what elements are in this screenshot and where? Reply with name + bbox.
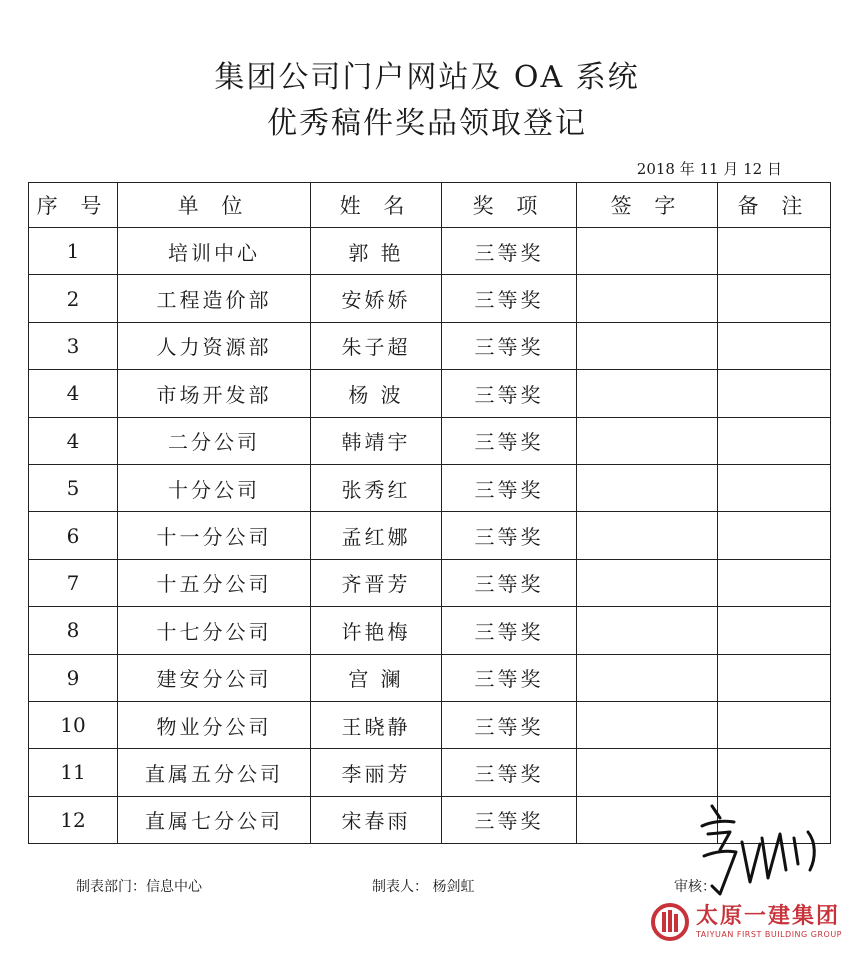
row-name: 郭 艳 <box>311 228 442 275</box>
row-unit: 十分公司 <box>118 464 311 511</box>
row-number: 4 <box>29 370 118 417</box>
row-name: 张秀红 <box>311 464 442 511</box>
document-date: 2018 年 11 月 12 日 <box>636 160 782 178</box>
header-signature: 签 字 <box>577 183 718 228</box>
table-row <box>29 512 831 559</box>
table-row <box>29 701 831 748</box>
row-name: 李丽芳 <box>311 749 442 796</box>
row-unit: 物业分公司 <box>118 701 311 748</box>
row-name: 杨 波 <box>311 370 442 417</box>
row-award: 三等奖 <box>442 464 577 511</box>
footer-reviewer: 审核： <box>674 879 716 895</box>
header-remarks: 备 注 <box>718 183 831 228</box>
row-remarks <box>718 322 831 369</box>
row-name: 安娇娇 <box>311 275 442 322</box>
header-no: 序 号 <box>29 183 118 228</box>
table-row <box>29 464 831 511</box>
row-name: 许艳梅 <box>311 607 442 654</box>
row-signature <box>577 512 718 559</box>
header-award: 奖 项 <box>442 183 577 228</box>
row-signature <box>577 228 718 275</box>
row-remarks <box>718 559 831 606</box>
company-logo <box>650 902 842 942</box>
building-logo-icon <box>650 902 690 942</box>
row-signature <box>577 417 718 464</box>
row-unit: 培训中心 <box>118 228 311 275</box>
row-remarks <box>718 370 831 417</box>
row-award: 三等奖 <box>442 654 577 701</box>
row-remarks <box>718 417 831 464</box>
row-award: 三等奖 <box>442 607 577 654</box>
handwritten-signature <box>690 798 830 908</box>
row-name: 朱子超 <box>311 322 442 369</box>
row-remarks <box>718 749 831 796</box>
document-title-line2: 优秀稿件奖品领取登记 <box>267 106 587 141</box>
row-remarks <box>718 228 831 275</box>
table-row <box>29 275 831 322</box>
row-remarks <box>718 654 831 701</box>
row-name: 宫 澜 <box>311 654 442 701</box>
row-signature <box>577 322 718 369</box>
row-remarks <box>718 701 831 748</box>
row-number: 1 <box>29 228 118 275</box>
table-row <box>29 607 831 654</box>
row-name: 韩靖宇 <box>311 417 442 464</box>
row-number: 10 <box>29 701 118 748</box>
row-number: 4 <box>29 417 118 464</box>
logo-name-en: TAIYUAN FIRST BUILDING GROUP <box>696 929 843 939</box>
logo-name-cn: 太原一建集团 <box>696 903 841 929</box>
registration-table <box>28 182 831 844</box>
row-unit: 人力资源部 <box>118 322 311 369</box>
table-row <box>29 654 831 701</box>
row-number: 12 <box>29 796 118 843</box>
row-unit: 直属五分公司 <box>118 749 311 796</box>
header-name: 姓 名 <box>311 183 442 228</box>
row-remarks <box>718 275 831 322</box>
row-remarks <box>718 512 831 559</box>
table-row <box>29 322 831 369</box>
document-title-line1: 集团公司门户网站及 OA 系统 <box>214 60 640 95</box>
row-number: 6 <box>29 512 118 559</box>
row-signature <box>577 607 718 654</box>
table-row <box>29 749 831 796</box>
footer-maker: 制表人： 杨剑虹 <box>372 879 475 895</box>
row-signature <box>577 275 718 322</box>
row-remarks <box>718 607 831 654</box>
row-signature <box>577 559 718 606</box>
row-signature <box>577 654 718 701</box>
row-award: 三等奖 <box>442 796 577 843</box>
row-number: 2 <box>29 275 118 322</box>
row-remarks <box>718 464 831 511</box>
row-unit: 十五分公司 <box>118 559 311 606</box>
table-row <box>29 370 831 417</box>
row-number: 5 <box>29 464 118 511</box>
row-unit: 二分公司 <box>118 417 311 464</box>
row-name: 王晓静 <box>311 701 442 748</box>
row-number: 8 <box>29 607 118 654</box>
row-unit: 市场开发部 <box>118 370 311 417</box>
row-signature <box>577 701 718 748</box>
row-unit: 建安分公司 <box>118 654 311 701</box>
row-award: 三等奖 <box>442 370 577 417</box>
row-award: 三等奖 <box>442 512 577 559</box>
row-number: 3 <box>29 322 118 369</box>
table-row <box>29 559 831 606</box>
row-name: 孟红娜 <box>311 512 442 559</box>
row-signature <box>577 464 718 511</box>
footer-dept: 制表部门：信息中心 <box>76 879 202 895</box>
row-signature <box>577 370 718 417</box>
table-row <box>29 228 831 275</box>
row-number: 9 <box>29 654 118 701</box>
row-name: 宋春雨 <box>311 796 442 843</box>
row-unit: 直属七分公司 <box>118 796 311 843</box>
row-signature <box>577 749 718 796</box>
row-award: 三等奖 <box>442 275 577 322</box>
row-unit: 工程造价部 <box>118 275 311 322</box>
row-unit: 十七分公司 <box>118 607 311 654</box>
row-award: 三等奖 <box>442 749 577 796</box>
row-unit: 十一分公司 <box>118 512 311 559</box>
row-number: 11 <box>29 749 118 796</box>
row-number: 7 <box>29 559 118 606</box>
row-award: 三等奖 <box>442 559 577 606</box>
header-unit: 单 位 <box>118 183 311 228</box>
row-award: 三等奖 <box>442 701 577 748</box>
table-header-row <box>29 183 831 228</box>
row-award: 三等奖 <box>442 228 577 275</box>
table-row <box>29 417 831 464</box>
row-award: 三等奖 <box>442 322 577 369</box>
row-award: 三等奖 <box>442 417 577 464</box>
row-name: 齐晋芳 <box>311 559 442 606</box>
